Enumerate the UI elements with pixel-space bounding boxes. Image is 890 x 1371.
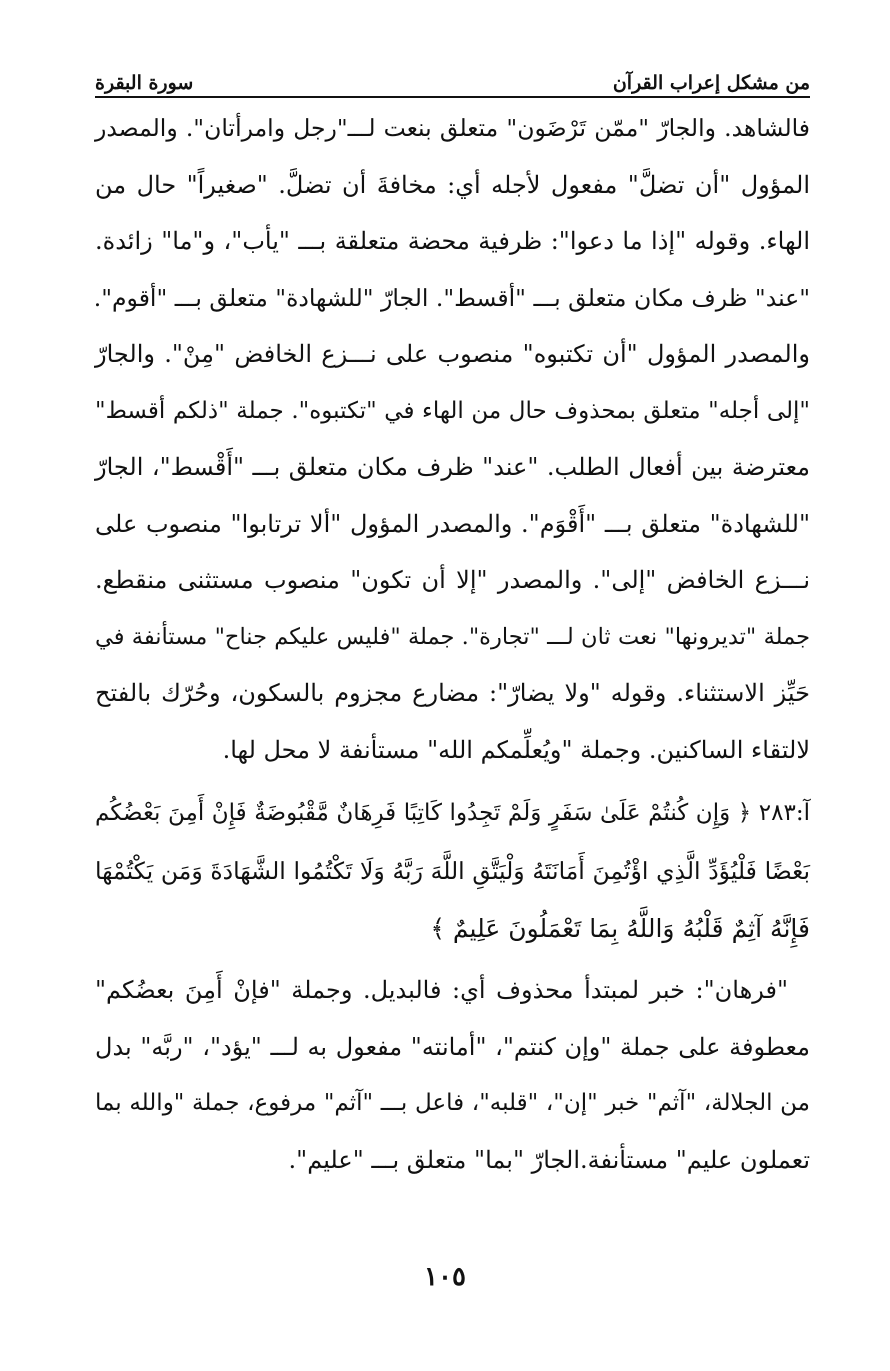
text-line: والمصدر المؤول "أن تكتبوه" منصوب على نـــزع الخافض "مِنْ". والجارّ [95, 340, 810, 368]
verse-reference: آ:٢٨٣ [758, 800, 810, 826]
running-header [95, 58, 810, 94]
text-line: تعملون عليم" مستأنفة.الجارّ "بما" متعلق بـــ "عليم". [288, 1145, 810, 1174]
quran-verse [95, 784, 810, 958]
text-line: الهاء. وقوله "إذا ما دعوا": ظرفية محضة متعلقة بـــ "يأب"، و"ما" زائدة. [95, 227, 810, 255]
verse-line: فَإِنَّهُ آثِمٌ قَلْبُهُ وَاللَّهُ بِمَا تَعْمَلُونَ عَلِيمٌ ﴾ [430, 914, 810, 943]
header-divider [95, 96, 810, 98]
text-line: "فرهان": خبر لمبتدأ محذوف أي: فالبديل. وجملة "فإنْ أَمِنَ بعضُكم" [95, 976, 788, 1004]
verse-line: بَعْضًا فَلْيُؤَدِّ الَّذِي اؤْتُمِنَ أَمَانَتَهُ وَلْيَتَّقِ اللَّهَ رَبَّهُ وَلَا تَكْتُمُوا الشَّهَادَةَ وَمَن يَكْتُمْهَا [95, 857, 810, 885]
text-line: "عند" ظرف مكان متعلق بـــ "أقسط". الجارّ "للشهادة" متعلق بـــ "أقوم". [93, 283, 810, 312]
text-line: معطوفة على جملة "وإن كنتم"، "أمانته" مفعول به لـــ "يؤد"، "ربَّه" بدل [95, 1032, 810, 1061]
text-line: جملة "تديرونها" نعت ثان لـــ "تجارة". جملة "فليس عليكم جناح" مستأنفة في [95, 623, 810, 650]
text-line: "للشهادة" متعلق بـــ "أَقْوَم". والمصدر المؤول "ألا ترتابوا" منصوب على [95, 509, 810, 538]
text-line: نـــزع الخافض "إلى". والمصدر "إلا أن تكون" منصوب مستثنى منقطع. [95, 566, 810, 594]
text-line: "إلى أجله" متعلق بمحذوف حال من الهاء في "تكتبوه". جملة "ذلكم أقسط" [95, 397, 810, 424]
verse-line [95, 784, 810, 842]
surah-title: سورة البقرة [95, 72, 194, 94]
page-body [95, 100, 810, 1188]
text-line: من الجلالة، "آثم" خبر "إن"، "قلبه"، فاعل بـــ "آثم" مرفوع، جملة "والله بما [95, 1090, 810, 1116]
text-line: حَيِّز الاستثناء. وقوله "ولا يضارّ": مضارع مجزوم بالسكون، وحُرّك بالفتح [95, 679, 810, 707]
text-line: لالتقاء الساكنين. وجملة "ويُعلِّمكم الله" مستأنفة لا محل لها. [222, 735, 810, 764]
commentary-paragraph-2 [95, 962, 810, 1188]
commentary-paragraph-1 [95, 100, 810, 778]
page-number: ١٠٥ [424, 1262, 466, 1292]
book-title: من مشكل إعراب القرآن [612, 72, 810, 94]
text-line: فالشاهد. والجارّ "ممّن تَرْضَون" متعلق بنعت لـــ"رجل وامرأتان". والمصدر [95, 114, 810, 142]
text-line: المؤول "أن تضلَّ" مفعول لأجله أي: مخافةَ أن تضلَّ. "صغيراً" حال من [95, 170, 810, 199]
verse-text: ﴿ وَإِن كُنتُمْ عَلَىٰ سَفَرٍ وَلَمْ تَجِدُوا كَاتِبًا فَرِهَانٌ مَّقْبُوضَةٌ فَإِنْ أَمِنَ بَعْضُكُم [95, 800, 752, 826]
text-line: معترضة بين أفعال الطلب. "عند" ظرف مكان متعلق بـــ "أَقْسط"، الجارّ [95, 453, 810, 481]
